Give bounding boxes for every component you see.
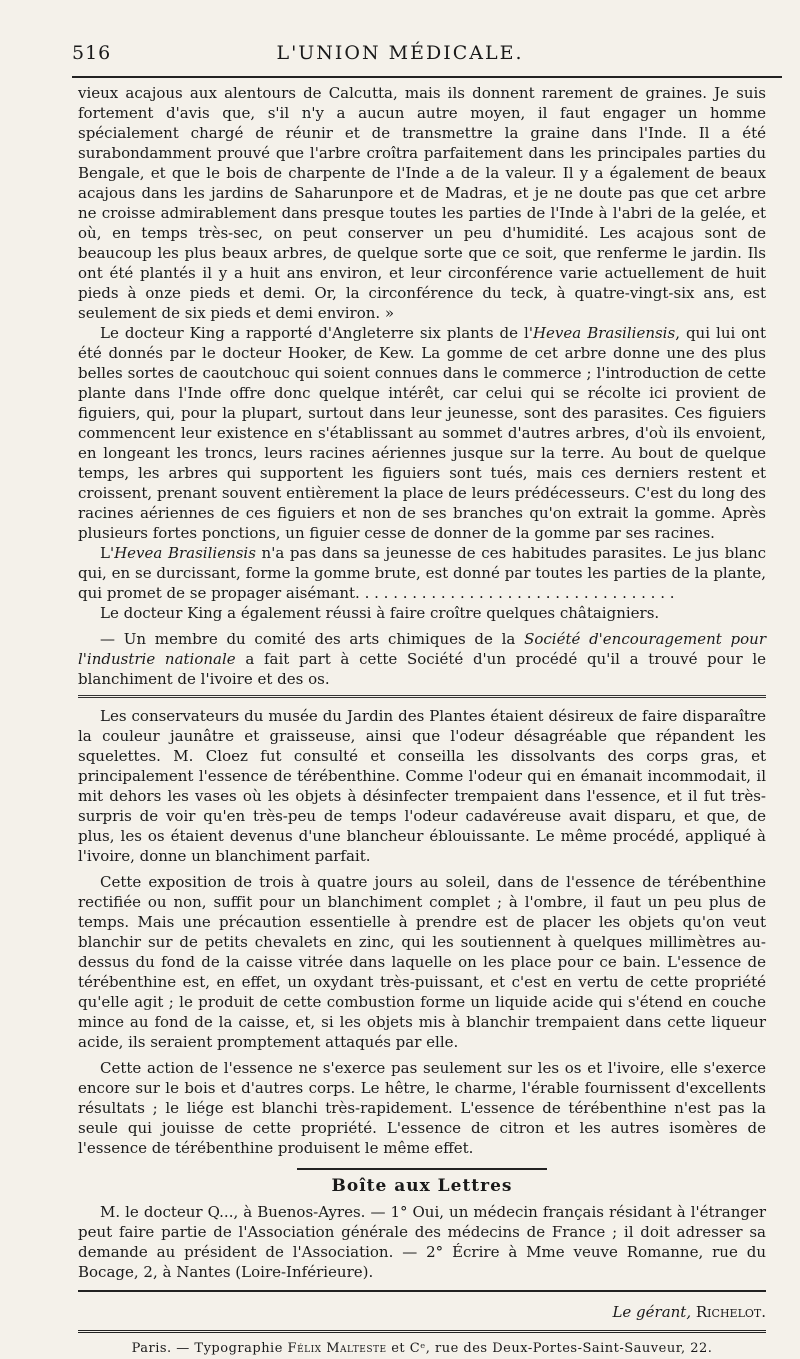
ivory-paragraph: Cette action de l'essence ne s'exerce pas seulement sur les os et l'ivoire, elle s'exerce encore sur le bois et d'autres corps. Le hêtre, le charme, l'érable fournissent d'excellents résultats ; le liége est blanchi très-rapidement. L'essence de térébenthine n'est pas la seule qui jouisse de cette propriété. L'essence de citron et les autres isomères de l'essence de térébenthine produisent le même effet. — [78, 1059, 766, 1157]
article-paragraph — [78, 323, 766, 543]
text-run: — Un membre du comité des arts chimiques de la — [100, 630, 525, 648]
gerant-name: Richelot. — [695, 1303, 766, 1321]
double-rule — [78, 695, 766, 698]
bottom-rule — [78, 1290, 766, 1292]
article-paragraph: vieux acajous aux alentours de Calcutta, mais ils donnent rarement de graines. Je suis fortement d'avis que, s'il n'y a aucun autre moyen, il faut engager un homme spécialement chargé de réunir et de transmettre la graine dans l'Inde. Il a été surabondamment prouvé que l'arbre croîtra parfaitement dans les principales parties du Bengale, et que le bois de charpente de l'Inde a de la valeur. Il y a également de beaux acajous dans les jardins de Saharunpore et de Madras, et je ne doute pas que cet arbre ne croisse admirablement dans presque toutes les parties de l'Inde à l'abri de la gelée, et où, en temps très-sec, on peut conserver un peu d'humidité. Les acajous sont de beaucoup les plus beaux arbres, de quelque sorte que ce soit, que renferme le jardin. Ils ont été plantés il y a huit ans environ, et leur circonférence varie actuellement de huit pieds à onze pieds et demi. Or, la circonférence du teck, à quatre-vingt-six ans, est seulement de six pieds et demi environ. » — [78, 84, 766, 322]
notice-paragraph — [78, 629, 766, 689]
printer-rule — [78, 1330, 766, 1333]
text-run: n'a pas dans sa jeunesse de ces habitudes parasites. Le jus blanc qui, en se durcissant, forme la gomme brute, est donné par toutes les parties de la plante, qui promet de se propager aisémant. . . . . . . . . . . . . . . . . . . . . . . . . . . . . . . . . . — [78, 544, 767, 602]
text-run: L' — [100, 544, 115, 562]
journal-title: L'UNION MÉDICALE. — [276, 42, 524, 64]
letters-title: Boîte aux Lettres — [331, 1176, 513, 1196]
gerant-label: Le gérant, — [612, 1303, 692, 1321]
letters-paragraph: M. le docteur Q..., à Buenos-Ayres. — 1° Oui, un médecin français résidant à l'étranger peut faire partie de l'Association générale des médecins de France ; il doit adresser sa demande au président de l'Association. — 2° Écrire à Mme veuve Romanne, rue du Bocage, 2, à Nantes (Loire-Inférieure). — [78, 1203, 766, 1281]
ivory-paragraph: Cette exposition de trois à quatre jours au soleil, dans de l'essence de térébenthine rectifiée ou non, suffit pour un blanchiment complet ; à l'ombre, il faut un peu plus de temps. Mais une précaution essentielle à prendre est de placer les objets qu'on veut blanchir sur de petits chevalets en zinc, qui les soutiennent à quelques millimètres au-dessus du fond de la caisse vitrée dans laquelle on les place pour ce bain. L'essence de térébenthine est, en effet, un oxydant très-puissant, et c'est en vertu de cette propriété qu'elle agit ; le produit de cette combustion forme un liquide acide qui s'étend en couche mince au fond de la caisse, et, si les objets mis à blanchir trempaient dans cette liqueur acide, ils seraient promptement attaqués par elle. — [78, 873, 766, 1051]
gerant-signature — [78, 1302, 766, 1322]
text-run: a fait part à cette Société d'un procédé qu'il a trouvé pour le blanchiment de l'ivoire et des os. — [78, 650, 767, 688]
text-run: Le docteur King a rapporté d'Angleterre six plants de l' — [100, 324, 533, 342]
species-name: Hevea Brasiliensis — [114, 544, 256, 562]
species-name: Hevea Brasiliensis — [532, 324, 676, 342]
page-number: 516 — [72, 42, 112, 64]
article-paragraph: Le docteur King a également réussi à faire croître quelques châtaigniers. — [100, 604, 660, 622]
article-paragraph — [78, 543, 766, 603]
printer-name: Félix Malteste — [287, 1341, 387, 1356]
ivory-paragraph: Les conservateurs du musée du Jardin des Plantes étaient désireux de faire disparaître la couleur jaunâtre et graisseuse, ainsi que l'odeur désagréable que répandent les squelettes. M. Cloez fut consulté et conseilla les dissolvants des corps gras, et principalement l'essence de térébenthine. Comme l'odeur qui en émanait incommodait, il mit dehors les vases où les objets à désinfecter trempaient dans l'essence, et il fut très-surpris de voir qu'en très-peu de temps l'odeur cadavéreuse avait disparu, et que, de plus, les os étaient devenus d'une blancheur éblouissante. Le même procédé, appliqué à l'ivoire, donne un blanchiment parfait. — [78, 707, 766, 865]
society-name: Société d'encouragement pour l'industrie nationale — [78, 630, 766, 668]
text-run: Paris. — Typographie — [131, 1341, 288, 1356]
text-run: et Cᵉ, rue des Deux-Portes-Saint-Sauveur, 22. — [386, 1341, 713, 1356]
section-rule — [297, 1168, 547, 1170]
header-rule — [72, 76, 782, 78]
printer-line — [78, 1339, 766, 1359]
page-body — [78, 83, 766, 1359]
text-run: , qui lui ont été donnés par le docteur Hooker, de Kew. La gomme de cet arbre donne une des plus belles sortes de caoutchouc qui soient connues dans le commerce ; l'introduction de cette plante dans l'Inde offre donc quelque intérêt, car celui qui se récolte ici provient de figuiers, qui, pour la plupart, surtout dans leur jeunesse, sont des parasites. Ces figuiers commencent leur existence en s'établissant au sommet d'autres arbres, d'où ils envoient, en longeant les troncs, leurs racines aériennes jusque sur la terre. Au bout de quelque temps, les arbres qui supportent les figuiers sont tués, mais ces derniers restent et croissent, prenant souvent entièrement la place de leurs prédécesseurs. C'est du long des racines aériennes de ces figuiers et non de ses branches qu'on extrait la gomme. Après plusieurs fortes ponctions, un figuier cesse de donner de la gomme par ses racines. — [78, 324, 766, 542]
